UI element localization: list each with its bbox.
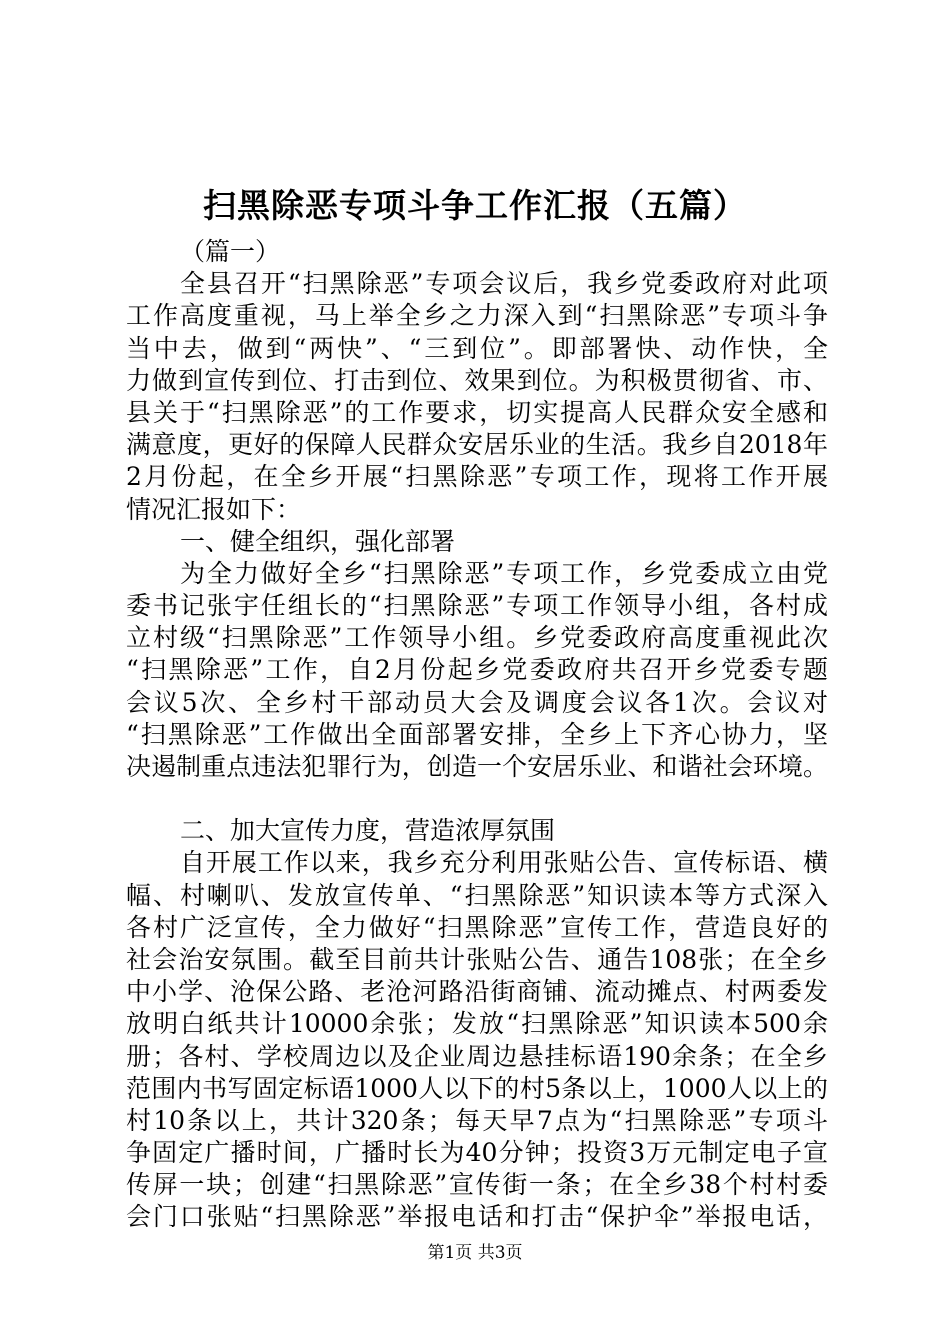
paragraph-line: 会门口张贴“扫黑除恶”举报电话和打击“保护伞”举报电话， (126, 1202, 828, 1232)
paragraph-line: 自开展工作以来，我乡充分利用张贴公告、宣传标语、横 (180, 848, 828, 878)
document-title: 扫黑除恶专项斗争工作汇报（五篇） (203, 186, 747, 225)
paragraph-line: 县关于“扫黑除恶”的工作要求，切实提高人民群众安全感和 (126, 397, 828, 427)
paragraph-line: 力做到宣传到位、打击到位、效果到位。为积极贯彻省、市、 (126, 365, 828, 395)
paragraph-line: “扫黑除恶”工作做出全面部署安排，全乡上下齐心协力，坚 (126, 719, 828, 749)
paragraph-line: 各村广泛宣传，全力做好“扫黑除恶”宣传工作，营造良好的 (126, 912, 828, 942)
paragraph-line: 会议5次、全乡村干部动员大会及调度会议各1次。会议对 (126, 687, 828, 717)
paragraph-line: 争固定广播时间，广播时长为40分钟；投资3万元制定电子宣 (126, 1138, 828, 1168)
section-heading: 二、加大宣传力度，营造浓厚氛围 (180, 816, 556, 846)
paragraph-line: 幅、村喇叭、发放宣传单、“扫黑除恶”知识读本等方式深入 (126, 880, 828, 910)
document-body (126, 236, 828, 1234)
paragraph-line: “扫黑除恶”工作，自2月份起乡党委政府共召开乡党委专题 (126, 655, 828, 685)
paragraph-line: 传屏一块；创建“扫黑除恶”宣传街一条；在全乡38个村村委 (126, 1170, 828, 1200)
paragraph-line: 村10条以上，共计320条；每天早7点为“扫黑除恶”专项斗 (126, 1105, 828, 1135)
paragraph-line: 中小学、沧保公路、老沧河路沿街商铺、流动摊点、村两委发 (126, 977, 828, 1007)
paragraph-line: 决遏制重点违法犯罪行为，创造一个安居乐业、和谐社会环境。 (126, 752, 828, 781)
paragraph-line: 放明白纸共计10000余张；发放“扫黑除恶”知识读本500余 (126, 1009, 828, 1039)
paragraph-spacer (126, 783, 828, 815)
section-heading: 一、健全组织，强化部署 (180, 526, 456, 556)
paragraph-line: 满意度，更好的保障人民群众安居乐业的生活。我乡自2018年 (126, 430, 828, 460)
page-indicator: 第1页 共3页 (427, 1243, 523, 1263)
paragraph-line: 工作高度重视，马上举全乡之力深入到“扫黑除恶”专项斗争 (126, 301, 828, 331)
paragraph-line: 全县召开“扫黑除恶”专项会议后，我乡党委政府对此项 (180, 269, 828, 299)
section-label: （篇一） (180, 237, 281, 266)
paragraph-line: 社会治安氛围。截至目前共计张贴公告、通告108张；在全乡 (126, 944, 828, 974)
paragraph-line: 2月份起，在全乡开展“扫黑除恶”专项工作，现将工作开展 (126, 462, 828, 492)
paragraph-line: 为全力做好全乡“扫黑除恶”专项工作，乡党委成立由党 (180, 558, 828, 588)
paragraph-line: 范围内书写固定标语1000人以下的村5条以上，1000人以上的 (126, 1073, 828, 1103)
paragraph-line: 立村级“扫黑除恶”工作领导小组。乡党委政府高度重视此次 (126, 623, 828, 653)
paragraph-line: 当中去，做到“两快”、“三到位”。即部署快、动作快，全 (126, 333, 828, 363)
paragraph-line: 委书记张宇任组长的“扫黑除恶”专项工作领导小组，各村成 (126, 591, 828, 621)
paragraph-line: 册；各村、学校周边以及企业周边悬挂标语190余条；在全乡 (126, 1041, 828, 1071)
paragraph-line: 情况汇报如下： (126, 494, 302, 524)
